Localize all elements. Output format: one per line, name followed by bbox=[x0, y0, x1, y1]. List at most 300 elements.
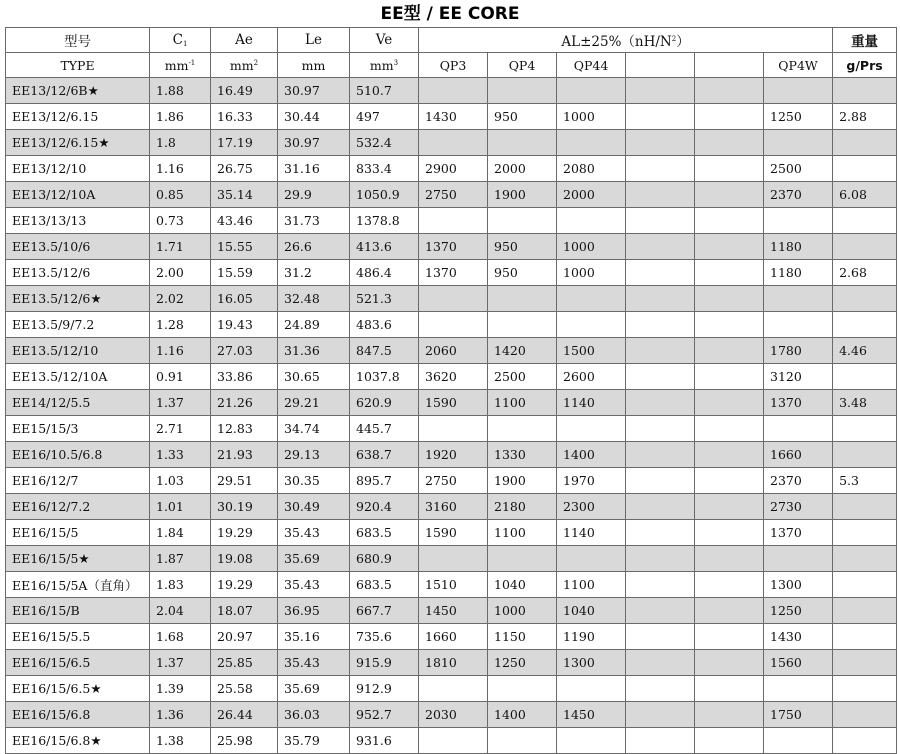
cell-qp4: 2500 bbox=[488, 364, 557, 390]
cell-ae: 19.29 bbox=[211, 520, 278, 546]
cell-empty-2 bbox=[695, 364, 764, 390]
cell-c1: 1.68 bbox=[150, 624, 211, 650]
cell-qp44: 1140 bbox=[557, 520, 626, 546]
cell-weight bbox=[833, 234, 897, 260]
cell-qp44: 1000 bbox=[557, 234, 626, 260]
table-row bbox=[6, 702, 897, 728]
cell-qp4w bbox=[764, 208, 833, 234]
cell-c1: 1.88 bbox=[150, 78, 211, 104]
cell-c1: 1.33 bbox=[150, 442, 211, 468]
cell-le: 30.97 bbox=[278, 78, 350, 104]
cell-ve: 445.7 bbox=[350, 416, 419, 442]
cell-qp4w: 1180 bbox=[764, 260, 833, 286]
cell-ve: 667.7 bbox=[350, 598, 419, 624]
cell-qp4: 1400 bbox=[488, 702, 557, 728]
cell-type: EE13.5/12/6★ bbox=[6, 286, 150, 312]
table-row bbox=[6, 156, 897, 182]
cell-qp3 bbox=[419, 208, 488, 234]
cell-empty-1 bbox=[626, 260, 695, 286]
header-weight-unit: g/Prs bbox=[833, 53, 897, 78]
cell-ve: 680.9 bbox=[350, 546, 419, 572]
header-blank-1 bbox=[626, 53, 695, 78]
cell-qp4w: 2370 bbox=[764, 468, 833, 494]
table-row bbox=[6, 338, 897, 364]
cell-qp3: 3160 bbox=[419, 494, 488, 520]
cell-c1: 1.84 bbox=[150, 520, 211, 546]
cell-empty-2 bbox=[695, 260, 764, 286]
table-row bbox=[6, 312, 897, 338]
cell-type: EE16/15/5★ bbox=[6, 546, 150, 572]
cell-empty-1 bbox=[626, 78, 695, 104]
cell-type: EE16/10.5/6.8 bbox=[6, 442, 150, 468]
cell-qp3: 1590 bbox=[419, 390, 488, 416]
cell-qp4 bbox=[488, 676, 557, 702]
cell-weight bbox=[833, 78, 897, 104]
cell-empty-2 bbox=[695, 676, 764, 702]
cell-ve: 952.7 bbox=[350, 702, 419, 728]
cell-c1: 2.00 bbox=[150, 260, 211, 286]
cell-qp3 bbox=[419, 312, 488, 338]
cell-empty-1 bbox=[626, 182, 695, 208]
cell-empty-2 bbox=[695, 338, 764, 364]
cell-empty-1 bbox=[626, 624, 695, 650]
cell-weight bbox=[833, 208, 897, 234]
cell-qp4w bbox=[764, 312, 833, 338]
cell-qp4w: 3120 bbox=[764, 364, 833, 390]
cell-c1: 2.71 bbox=[150, 416, 211, 442]
cell-qp44 bbox=[557, 78, 626, 104]
cell-qp3: 1450 bbox=[419, 598, 488, 624]
unit-ve bbox=[350, 53, 419, 78]
cell-c1: 1.71 bbox=[150, 234, 211, 260]
unit-c1-sup: -1 bbox=[188, 58, 196, 67]
cell-ae: 35.14 bbox=[211, 182, 278, 208]
cell-type: EE16/15/5.5 bbox=[6, 624, 150, 650]
cell-weight: 5.3 bbox=[833, 468, 897, 494]
cell-qp4w: 1250 bbox=[764, 104, 833, 130]
cell-type: EE13.5/12/10A bbox=[6, 364, 150, 390]
cell-qp4: 1330 bbox=[488, 442, 557, 468]
header-qp44: QP44 bbox=[557, 53, 626, 78]
header-qp3: QP3 bbox=[419, 53, 488, 78]
cell-qp4w: 1250 bbox=[764, 598, 833, 624]
cell-qp44: 1500 bbox=[557, 338, 626, 364]
cell-empty-2 bbox=[695, 520, 764, 546]
cell-qp4w: 1560 bbox=[764, 650, 833, 676]
cell-type: EE16/12/7.2 bbox=[6, 494, 150, 520]
cell-qp3 bbox=[419, 78, 488, 104]
unit-ae-main: mm bbox=[229, 57, 254, 73]
cell-qp3 bbox=[419, 130, 488, 156]
cell-qp44 bbox=[557, 286, 626, 312]
cell-empty-2 bbox=[695, 728, 764, 754]
cell-ve: 920.4 bbox=[350, 494, 419, 520]
cell-le: 26.6 bbox=[278, 234, 350, 260]
cell-c1: 0.73 bbox=[150, 208, 211, 234]
cell-weight: 6.08 bbox=[833, 182, 897, 208]
unit-c1-main: mm bbox=[164, 57, 189, 73]
cell-qp4 bbox=[488, 130, 557, 156]
cell-ve: 638.7 bbox=[350, 442, 419, 468]
cell-qp4: 2000 bbox=[488, 156, 557, 182]
cell-empty-2 bbox=[695, 546, 764, 572]
cell-le: 35.69 bbox=[278, 546, 350, 572]
cell-weight: 3.48 bbox=[833, 390, 897, 416]
cell-qp44 bbox=[557, 208, 626, 234]
cell-ae: 15.55 bbox=[211, 234, 278, 260]
cell-qp4: 1100 bbox=[488, 520, 557, 546]
cell-weight bbox=[833, 520, 897, 546]
cell-qp4w: 1430 bbox=[764, 624, 833, 650]
cell-type: EE13.5/10/6 bbox=[6, 234, 150, 260]
cell-weight bbox=[833, 286, 897, 312]
cell-weight bbox=[833, 494, 897, 520]
cell-empty-2 bbox=[695, 234, 764, 260]
cell-type: EE14/12/5.5 bbox=[6, 390, 150, 416]
cell-empty-1 bbox=[626, 520, 695, 546]
cell-le: 31.73 bbox=[278, 208, 350, 234]
cell-weight bbox=[833, 572, 897, 598]
cell-qp4 bbox=[488, 546, 557, 572]
cell-qp4w: 2370 bbox=[764, 182, 833, 208]
cell-le: 35.16 bbox=[278, 624, 350, 650]
cell-c1: 2.02 bbox=[150, 286, 211, 312]
cell-qp4: 1000 bbox=[488, 598, 557, 624]
header-c1-main: C bbox=[172, 32, 183, 48]
cell-ve: 1050.9 bbox=[350, 182, 419, 208]
header-qp4w: QP4W bbox=[764, 53, 833, 78]
header-al bbox=[419, 28, 833, 53]
cell-qp44 bbox=[557, 728, 626, 754]
cell-empty-2 bbox=[695, 156, 764, 182]
cell-empty-2 bbox=[695, 598, 764, 624]
cell-c1: 1.16 bbox=[150, 156, 211, 182]
header-al-sup: 2 bbox=[671, 35, 677, 43]
cell-ve: 931.6 bbox=[350, 728, 419, 754]
cell-ae: 27.03 bbox=[211, 338, 278, 364]
cell-le: 30.35 bbox=[278, 468, 350, 494]
cell-le: 31.36 bbox=[278, 338, 350, 364]
cell-qp44: 2000 bbox=[557, 182, 626, 208]
cell-type: EE13.5/12/6 bbox=[6, 260, 150, 286]
cell-type: EE13/13/13 bbox=[6, 208, 150, 234]
cell-c1: 1.37 bbox=[150, 650, 211, 676]
table-row bbox=[6, 572, 897, 598]
cell-le: 30.44 bbox=[278, 104, 350, 130]
unit-c1 bbox=[150, 53, 211, 78]
cell-empty-1 bbox=[626, 364, 695, 390]
cell-qp3 bbox=[419, 416, 488, 442]
cell-c1: 0.85 bbox=[150, 182, 211, 208]
cell-ve: 915.9 bbox=[350, 650, 419, 676]
cell-type: EE13/12/6.15 bbox=[6, 104, 150, 130]
cell-qp4 bbox=[488, 286, 557, 312]
cell-type: EE16/12/7 bbox=[6, 468, 150, 494]
table-row bbox=[6, 546, 897, 572]
header-model-en: TYPE bbox=[6, 53, 150, 78]
cell-qp4w bbox=[764, 286, 833, 312]
cell-weight: 2.68 bbox=[833, 260, 897, 286]
cell-empty-1 bbox=[626, 468, 695, 494]
cell-weight bbox=[833, 728, 897, 754]
cell-qp3: 1920 bbox=[419, 442, 488, 468]
cell-ve: 847.5 bbox=[350, 338, 419, 364]
unit-ae bbox=[211, 53, 278, 78]
cell-qp4 bbox=[488, 312, 557, 338]
cell-type: EE16/15/6.8★ bbox=[6, 728, 150, 754]
cell-qp4w: 2730 bbox=[764, 494, 833, 520]
cell-ae: 26.44 bbox=[211, 702, 278, 728]
cell-ve: 1378.8 bbox=[350, 208, 419, 234]
cell-empty-1 bbox=[626, 598, 695, 624]
cell-empty-2 bbox=[695, 494, 764, 520]
table-row bbox=[6, 494, 897, 520]
cell-le: 36.03 bbox=[278, 702, 350, 728]
cell-qp44: 1040 bbox=[557, 598, 626, 624]
cell-ae: 17.19 bbox=[211, 130, 278, 156]
header-al-suffix: ） bbox=[676, 34, 690, 50]
cell-empty-1 bbox=[626, 208, 695, 234]
cell-ve: 486.4 bbox=[350, 260, 419, 286]
cell-c1: 1.01 bbox=[150, 494, 211, 520]
cell-weight bbox=[833, 702, 897, 728]
cell-qp4w: 1660 bbox=[764, 442, 833, 468]
cell-qp4w bbox=[764, 676, 833, 702]
table-row bbox=[6, 676, 897, 702]
cell-qp3: 1590 bbox=[419, 520, 488, 546]
cell-qp4w: 1370 bbox=[764, 390, 833, 416]
table-body bbox=[6, 78, 897, 754]
cell-weight bbox=[833, 364, 897, 390]
cell-ae: 16.05 bbox=[211, 286, 278, 312]
cell-empty-1 bbox=[626, 130, 695, 156]
cell-qp4: 950 bbox=[488, 260, 557, 286]
cell-empty-2 bbox=[695, 104, 764, 130]
header-qp4: QP4 bbox=[488, 53, 557, 78]
cell-type: EE13.5/12/10 bbox=[6, 338, 150, 364]
cell-qp4w: 1180 bbox=[764, 234, 833, 260]
table-row bbox=[6, 234, 897, 260]
cell-le: 35.69 bbox=[278, 676, 350, 702]
cell-ve: 521.3 bbox=[350, 286, 419, 312]
cell-type: EE13/12/10 bbox=[6, 156, 150, 182]
cell-type: EE16/15/6.8 bbox=[6, 702, 150, 728]
cell-weight bbox=[833, 598, 897, 624]
cell-ae: 19.29 bbox=[211, 572, 278, 598]
cell-qp4: 1900 bbox=[488, 468, 557, 494]
cell-weight bbox=[833, 416, 897, 442]
cell-qp4: 1420 bbox=[488, 338, 557, 364]
cell-ve: 912.9 bbox=[350, 676, 419, 702]
table-row bbox=[6, 624, 897, 650]
cell-qp3: 1660 bbox=[419, 624, 488, 650]
cell-le: 24.89 bbox=[278, 312, 350, 338]
cell-qp3 bbox=[419, 286, 488, 312]
cell-le: 30.97 bbox=[278, 130, 350, 156]
cell-ae: 19.43 bbox=[211, 312, 278, 338]
cell-weight bbox=[833, 650, 897, 676]
cell-type: EE16/15/6.5★ bbox=[6, 676, 150, 702]
cell-qp44: 2300 bbox=[557, 494, 626, 520]
cell-le: 30.49 bbox=[278, 494, 350, 520]
cell-qp44: 1450 bbox=[557, 702, 626, 728]
cell-ae: 26.75 bbox=[211, 156, 278, 182]
cell-ae: 21.26 bbox=[211, 390, 278, 416]
cell-qp4 bbox=[488, 728, 557, 754]
cell-ve: 683.5 bbox=[350, 520, 419, 546]
cell-c1: 0.91 bbox=[150, 364, 211, 390]
cell-weight: 2.88 bbox=[833, 104, 897, 130]
cell-weight bbox=[833, 130, 897, 156]
cell-empty-2 bbox=[695, 286, 764, 312]
cell-empty-1 bbox=[626, 312, 695, 338]
cell-qp4w bbox=[764, 78, 833, 104]
cell-empty-2 bbox=[695, 78, 764, 104]
cell-qp4w: 1370 bbox=[764, 520, 833, 546]
unit-le: mm bbox=[278, 53, 350, 78]
cell-ae: 25.58 bbox=[211, 676, 278, 702]
table-row bbox=[6, 650, 897, 676]
header-weight-cn: 重量 bbox=[833, 28, 897, 53]
cell-qp3 bbox=[419, 676, 488, 702]
cell-empty-2 bbox=[695, 624, 764, 650]
table-row bbox=[6, 364, 897, 390]
table-row bbox=[6, 728, 897, 754]
cell-c1: 1.38 bbox=[150, 728, 211, 754]
unit-ae-sup: 2 bbox=[253, 58, 259, 67]
cell-empty-2 bbox=[695, 390, 764, 416]
cell-qp4: 1900 bbox=[488, 182, 557, 208]
cell-le: 30.65 bbox=[278, 364, 350, 390]
cell-le: 35.43 bbox=[278, 520, 350, 546]
unit-ve-main: mm bbox=[369, 57, 394, 73]
table-row bbox=[6, 468, 897, 494]
unit-ve-sup: 3 bbox=[393, 58, 399, 67]
cell-empty-2 bbox=[695, 702, 764, 728]
cell-type: EE16/15/B bbox=[6, 598, 150, 624]
cell-qp44 bbox=[557, 416, 626, 442]
table-row bbox=[6, 182, 897, 208]
cell-type: EE13/12/6.15★ bbox=[6, 130, 150, 156]
cell-ve: 1037.8 bbox=[350, 364, 419, 390]
cell-qp3 bbox=[419, 728, 488, 754]
cell-qp44 bbox=[557, 130, 626, 156]
cell-qp3: 2900 bbox=[419, 156, 488, 182]
table-row bbox=[6, 598, 897, 624]
cell-weight bbox=[833, 624, 897, 650]
cell-empty-2 bbox=[695, 650, 764, 676]
cell-le: 35.43 bbox=[278, 572, 350, 598]
cell-le: 29.13 bbox=[278, 442, 350, 468]
cell-ae: 20.97 bbox=[211, 624, 278, 650]
table-row bbox=[6, 416, 897, 442]
cell-empty-2 bbox=[695, 182, 764, 208]
cell-c1: 1.86 bbox=[150, 104, 211, 130]
cell-qp4: 1040 bbox=[488, 572, 557, 598]
cell-le: 31.2 bbox=[278, 260, 350, 286]
cell-empty-1 bbox=[626, 546, 695, 572]
cell-qp3: 1370 bbox=[419, 234, 488, 260]
cell-ve: 510.7 bbox=[350, 78, 419, 104]
cell-qp4 bbox=[488, 78, 557, 104]
cell-empty-2 bbox=[695, 208, 764, 234]
cell-qp44 bbox=[557, 546, 626, 572]
cell-empty-1 bbox=[626, 416, 695, 442]
cell-le: 35.79 bbox=[278, 728, 350, 754]
cell-empty-1 bbox=[626, 676, 695, 702]
cell-c1: 1.16 bbox=[150, 338, 211, 364]
cell-type: EE13/12/6B★ bbox=[6, 78, 150, 104]
cell-ve: 497 bbox=[350, 104, 419, 130]
table-row bbox=[6, 78, 897, 104]
cell-qp44: 1100 bbox=[557, 572, 626, 598]
cell-ae: 16.33 bbox=[211, 104, 278, 130]
cell-empty-2 bbox=[695, 130, 764, 156]
cell-ve: 483.6 bbox=[350, 312, 419, 338]
cell-empty-1 bbox=[626, 728, 695, 754]
cell-ae: 12.83 bbox=[211, 416, 278, 442]
cell-ae: 18.07 bbox=[211, 598, 278, 624]
cell-empty-2 bbox=[695, 468, 764, 494]
header-ae: Ae bbox=[211, 28, 278, 53]
cell-c1: 1.03 bbox=[150, 468, 211, 494]
cell-c1: 1.83 bbox=[150, 572, 211, 598]
cell-empty-2 bbox=[695, 416, 764, 442]
cell-le: 35.43 bbox=[278, 650, 350, 676]
cell-weight bbox=[833, 676, 897, 702]
table-row bbox=[6, 208, 897, 234]
cell-empty-1 bbox=[626, 104, 695, 130]
cell-qp44: 1140 bbox=[557, 390, 626, 416]
cell-le: 32.48 bbox=[278, 286, 350, 312]
cell-empty-1 bbox=[626, 702, 695, 728]
cell-qp4w bbox=[764, 416, 833, 442]
cell-type: EE13/12/10A bbox=[6, 182, 150, 208]
cell-ve: 413.6 bbox=[350, 234, 419, 260]
cell-qp44: 1300 bbox=[557, 650, 626, 676]
cell-qp3: 1430 bbox=[419, 104, 488, 130]
cell-qp44: 1000 bbox=[557, 260, 626, 286]
cell-qp3: 2750 bbox=[419, 468, 488, 494]
cell-weight bbox=[833, 156, 897, 182]
cell-ae: 16.49 bbox=[211, 78, 278, 104]
header-c1-sub: 1 bbox=[182, 40, 188, 48]
cell-c1: 2.04 bbox=[150, 598, 211, 624]
table-row bbox=[6, 286, 897, 312]
cell-qp3: 2060 bbox=[419, 338, 488, 364]
cell-c1: 1.28 bbox=[150, 312, 211, 338]
cell-ve: 833.4 bbox=[350, 156, 419, 182]
cell-qp44: 2080 bbox=[557, 156, 626, 182]
cell-empty-1 bbox=[626, 572, 695, 598]
cell-qp4: 2180 bbox=[488, 494, 557, 520]
cell-qp4: 950 bbox=[488, 234, 557, 260]
header-le: Le bbox=[278, 28, 350, 53]
cell-empty-2 bbox=[695, 572, 764, 598]
ee-core-table bbox=[5, 27, 897, 754]
header-row-primary bbox=[6, 28, 897, 53]
cell-qp3: 1810 bbox=[419, 650, 488, 676]
page-title: EE型 / EE CORE bbox=[380, 4, 520, 24]
header-c1 bbox=[150, 28, 211, 53]
cell-type: EE16/15/5A（直角） bbox=[6, 572, 150, 598]
cell-empty-1 bbox=[626, 156, 695, 182]
cell-qp44: 2600 bbox=[557, 364, 626, 390]
cell-empty-1 bbox=[626, 390, 695, 416]
cell-qp4w: 1780 bbox=[764, 338, 833, 364]
cell-ve: 620.9 bbox=[350, 390, 419, 416]
cell-ae: 25.98 bbox=[211, 728, 278, 754]
